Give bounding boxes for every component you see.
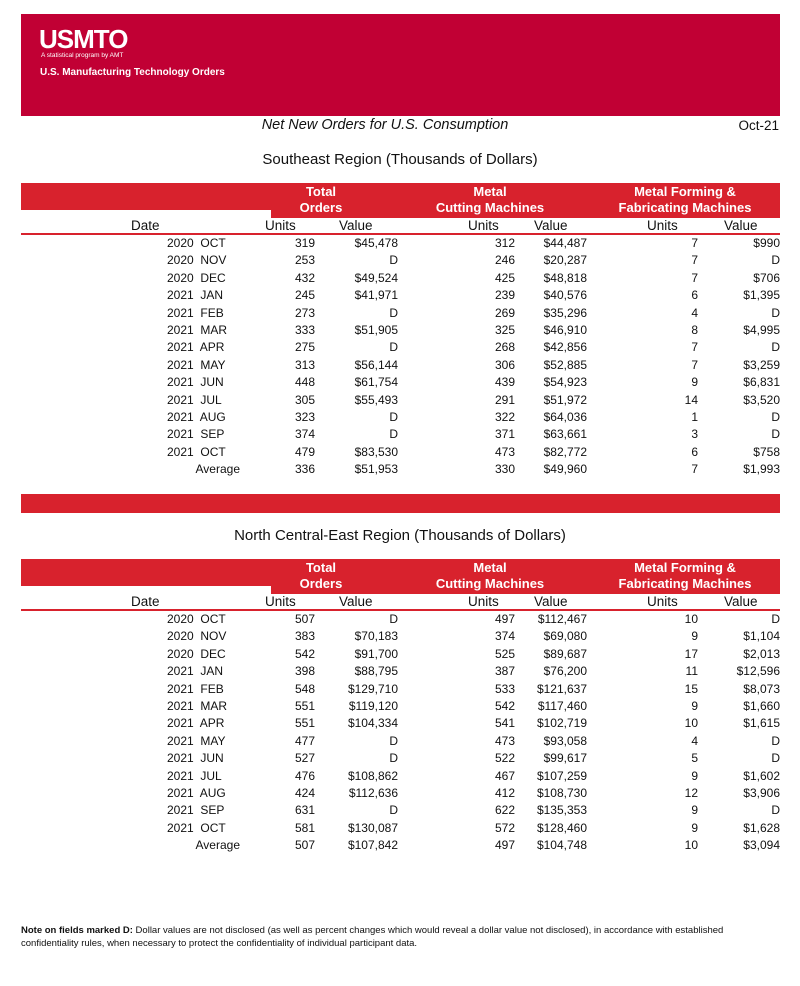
cutting-value-cell: $52,885 <box>543 357 587 372</box>
total-value-cell: $108,862 <box>347 768 398 783</box>
date-cell: 2021 SEP <box>167 427 225 442</box>
col-forming-units: Units <box>647 218 678 233</box>
cutting-value-cell: $46,910 <box>543 322 587 337</box>
logo-tagline: A statistical program by AMT <box>41 52 124 59</box>
total-units-cell: 383 <box>294 629 315 644</box>
forming-units-cell: 17 <box>684 646 698 661</box>
cutting-units-cell: 467 <box>494 768 515 783</box>
date-cell: 2021 OCT <box>167 444 226 459</box>
table-row <box>0 662 800 679</box>
group-header-band <box>21 183 780 218</box>
forming-units-cell: 9 <box>691 820 698 835</box>
date-cell: 2021 FEB <box>167 305 224 320</box>
forming-value-cell: D <box>771 427 780 442</box>
cutting-value-cell: $117,460 <box>537 698 587 713</box>
forming-value-cell: $12,596 <box>736 664 780 679</box>
cutting-units-cell: 325 <box>494 322 515 337</box>
forming-value-cell: $6,831 <box>743 375 780 390</box>
total-value-cell: $130,087 <box>347 820 398 835</box>
col-total-units: Units <box>265 218 296 233</box>
cutting-value-cell: $99,617 <box>543 751 587 766</box>
cutting-value-cell: $44,487 <box>543 236 587 250</box>
total-units-cell: 551 <box>294 716 315 731</box>
table-row <box>0 819 800 836</box>
total-units-cell: 333 <box>294 322 315 337</box>
total-value-cell: $112,636 <box>348 785 398 800</box>
header-cutout <box>21 586 271 594</box>
table-row <box>0 767 800 784</box>
group-header-cutting <box>431 184 549 215</box>
cutting-units-cell: 572 <box>494 820 515 835</box>
cutting-value-cell: $51,972 <box>543 392 587 407</box>
total-value-cell: $70,183 <box>354 629 398 644</box>
cutting-units-cell: 246 <box>494 253 515 268</box>
date-cell: 2020 OCT <box>167 236 226 250</box>
date-cell: 2021 OCT <box>167 820 226 835</box>
table-body <box>0 610 800 853</box>
col-total-value: Value <box>339 594 373 609</box>
total-value-cell: $119,120 <box>348 698 398 713</box>
total-units-cell: 245 <box>294 288 315 303</box>
table-row <box>0 749 800 766</box>
forming-value-cell: $1,660 <box>743 698 780 713</box>
date-cell: 2021 MAR <box>167 322 228 337</box>
table-row <box>0 356 800 373</box>
group-header-line: Fabricating Machines <box>618 575 752 591</box>
date-cell: 2020 NOV <box>167 629 227 644</box>
forming-value-cell: $4,995 <box>743 322 780 337</box>
forming-units-cell: 7 <box>691 270 698 285</box>
average-row <box>0 836 800 853</box>
total-units-cell: 477 <box>294 733 315 748</box>
forming-units-cell: 3 <box>691 427 698 442</box>
cutting-value-cell: $69,080 <box>543 629 587 644</box>
total-value-cell: $91,700 <box>354 646 398 661</box>
cutting-units-cell: 525 <box>494 646 515 661</box>
group-header-line: Fabricating Machines <box>618 199 752 215</box>
usmto-logo: USMTO <box>39 24 128 54</box>
forming-value-cell: $1,104 <box>743 629 780 644</box>
total-units-cell: 581 <box>294 820 315 835</box>
forming-units-cell: 10 <box>684 716 698 731</box>
footnote-label: Note on fields marked D: <box>21 925 133 936</box>
cutting-units-cell: 497 <box>494 612 515 626</box>
table-row <box>0 425 800 442</box>
forming-units-cell: 10 <box>684 838 698 853</box>
report-title <box>0 117 800 133</box>
forming-units-cell: 7 <box>691 253 698 268</box>
cutting-units-cell: 412 <box>494 785 515 800</box>
total-units-cell: 479 <box>294 444 315 459</box>
forming-value-cell: $758 <box>753 444 780 459</box>
total-value-cell: $55,493 <box>354 392 398 407</box>
table-row <box>0 801 800 818</box>
total-units-cell: 476 <box>294 768 315 783</box>
cutting-units-cell: 239 <box>494 288 515 303</box>
col-forming-value: Value <box>724 594 758 609</box>
cutting-units-cell: 268 <box>494 340 515 355</box>
forming-units-cell: 9 <box>691 629 698 644</box>
date-cell: 2021 JUL <box>167 392 222 407</box>
total-value-cell: $61,754 <box>354 375 398 390</box>
forming-units-cell: 14 <box>684 392 698 407</box>
date-cell: 2021 AUG <box>167 409 226 424</box>
forming-units-cell: 10 <box>684 612 698 626</box>
col-total-value: Value <box>339 218 373 233</box>
total-value-cell: $104,334 <box>347 716 398 731</box>
forming-value-cell: D <box>771 612 780 626</box>
date-cell: 2021 APR <box>167 716 225 731</box>
footnote-text: Dollar values are not disclosed (as well as percent changes which would reveal a dollar value not disclosed), in accordance with established confidentiality rules, when necessary to protect the confidentiality of individual participant data. <box>21 925 724 949</box>
total-units-cell: 507 <box>294 838 315 853</box>
cutting-value-cell: $49,960 <box>543 462 587 477</box>
cutting-value-cell: $76,200 <box>543 664 587 679</box>
total-units-cell: 527 <box>294 751 315 766</box>
forming-units-cell: 9 <box>691 375 698 390</box>
forming-units-cell: 4 <box>691 305 698 320</box>
total-units-cell: 275 <box>294 340 315 355</box>
header-banner <box>21 14 780 116</box>
total-units-cell: 313 <box>294 357 315 372</box>
group-header-forming <box>611 560 759 591</box>
forming-value-cell: $3,906 <box>743 785 780 800</box>
forming-units-cell: 15 <box>684 681 698 696</box>
forming-units-cell: 9 <box>691 768 698 783</box>
total-value-cell: $45,478 <box>354 236 398 250</box>
total-units-cell: 323 <box>294 409 315 424</box>
table-row <box>0 234 800 251</box>
cutting-units-cell: 522 <box>494 751 515 766</box>
total-value-cell: D <box>389 409 398 424</box>
total-value-cell: $107,842 <box>347 838 398 853</box>
cutting-units-cell: 312 <box>494 236 515 250</box>
cutting-value-cell: $64,036 <box>543 409 587 424</box>
cutting-units-cell: 306 <box>494 357 515 372</box>
cutting-value-cell: $128,460 <box>536 820 587 835</box>
col-date: Date <box>131 218 160 233</box>
table-body <box>0 234 800 477</box>
total-units-cell: 253 <box>294 253 315 268</box>
col-cutting-value: Value <box>534 594 568 609</box>
cutting-value-cell: $135,353 <box>536 803 587 818</box>
date-cell: 2020 DEC <box>167 270 226 285</box>
date-cell: 2021 JUL <box>167 768 222 783</box>
date-cell: 2021 MAR <box>167 698 228 713</box>
date-cell: 2021 JAN <box>167 664 224 679</box>
forming-value-cell: D <box>771 803 780 818</box>
group-header-line: Metal <box>473 560 507 575</box>
cutting-units-cell: 387 <box>494 664 515 679</box>
cutting-value-cell: $35,296 <box>543 305 587 320</box>
forming-value-cell: $1,628 <box>743 820 780 835</box>
total-units-cell: 336 <box>294 462 315 477</box>
cutting-value-cell: $93,058 <box>543 733 587 748</box>
date-cell: 2021 JAN <box>167 288 224 303</box>
table-row <box>0 304 800 321</box>
total-units-cell: 551 <box>294 698 315 713</box>
total-units-cell: 548 <box>294 681 315 696</box>
forming-units-cell: 6 <box>691 444 698 459</box>
table-row <box>0 251 800 268</box>
total-value-cell: D <box>389 340 398 355</box>
forming-value-cell: D <box>771 751 780 766</box>
date-cell: 2021 JUN <box>167 751 224 766</box>
date-cell: 2021 MAY <box>167 733 226 748</box>
forming-value-cell: $1,993 <box>743 462 780 477</box>
table-row <box>0 610 800 627</box>
table-row <box>0 645 800 662</box>
cutting-value-cell: $48,818 <box>543 270 587 285</box>
total-value-cell: $83,530 <box>354 444 398 459</box>
date-cell: 2020 OCT <box>167 612 226 626</box>
cutting-units-cell: 425 <box>494 270 515 285</box>
cutting-units-cell: 371 <box>494 427 515 442</box>
forming-units-cell: 1 <box>691 409 698 424</box>
total-units-cell: 448 <box>294 375 315 390</box>
col-cutting-units: Units <box>468 594 499 609</box>
total-units-cell: 424 <box>294 785 315 800</box>
table-row <box>0 269 800 286</box>
cutting-units-cell: 291 <box>494 392 515 407</box>
report-date: Oct-21 <box>738 118 779 133</box>
cutting-units-cell: 473 <box>494 444 515 459</box>
header-cutout <box>21 210 271 218</box>
table-title: North Central-East Region (Thousands of Dollars) <box>234 527 566 544</box>
group-header-forming <box>611 184 759 215</box>
cutting-value-cell: $104,748 <box>536 838 587 853</box>
table-row <box>0 408 800 425</box>
total-units-cell: 319 <box>294 236 315 250</box>
group-header-line: Orders <box>299 199 343 215</box>
total-value-cell: D <box>389 733 398 748</box>
table-row <box>0 338 800 355</box>
table-row <box>0 443 800 460</box>
cutting-value-cell: $20,287 <box>543 253 587 268</box>
table-row <box>0 732 800 749</box>
forming-units-cell: 9 <box>691 698 698 713</box>
cutting-units-cell: 439 <box>494 375 515 390</box>
forming-value-cell: $1,602 <box>743 768 780 783</box>
table-row <box>0 697 800 714</box>
program-title: U.S. Manufacturing Technology Orders <box>40 67 225 78</box>
total-units-cell: 273 <box>294 305 315 320</box>
date-cell: 2021 APR <box>167 340 225 355</box>
group-header-line: Total <box>305 560 337 575</box>
footnote <box>21 924 761 950</box>
group-header-line: Metal Forming & <box>634 184 736 199</box>
total-units-cell: 305 <box>294 392 315 407</box>
cutting-value-cell: $107,259 <box>536 768 587 783</box>
table-row <box>0 714 800 731</box>
group-header-cutting <box>431 560 549 591</box>
date-cell: 2021 AUG <box>167 785 226 800</box>
total-value-cell: $51,953 <box>354 462 398 477</box>
forming-units-cell: 5 <box>691 751 698 766</box>
cutting-units-cell: 622 <box>494 803 515 818</box>
cutting-value-cell: $112,467 <box>537 612 587 626</box>
cutting-value-cell: $63,661 <box>543 427 587 442</box>
forming-value-cell: $1,395 <box>743 288 780 303</box>
forming-units-cell: 7 <box>691 236 698 250</box>
cutting-units-cell: 542 <box>494 698 515 713</box>
cutting-units-cell: 497 <box>494 838 515 853</box>
cutting-units-cell: 473 <box>494 733 515 748</box>
col-cutting-value: Value <box>534 218 568 233</box>
cutting-units-cell: 533 <box>494 681 515 696</box>
date-cell: 2021 JUN <box>167 375 224 390</box>
group-header-line: Total <box>305 184 337 199</box>
total-value-cell: $88,795 <box>354 664 398 679</box>
section-separator <box>21 494 780 513</box>
table-title: Southeast Region (Thousands of Dollars) <box>262 151 538 168</box>
total-value-cell: $129,710 <box>347 681 398 696</box>
forming-value-cell: D <box>771 733 780 748</box>
forming-units-cell: 7 <box>691 340 698 355</box>
total-value-cell: D <box>389 612 398 626</box>
forming-value-cell: $706 <box>753 270 780 285</box>
cutting-value-cell: $82,772 <box>543 444 587 459</box>
total-value-cell: $41,971 <box>354 288 398 303</box>
report-title-text: Net New Orders for U.S. Consumption <box>261 117 509 133</box>
date-cell: 2020 DEC <box>167 646 226 661</box>
average-label: Average <box>195 838 240 853</box>
total-value-cell: D <box>389 751 398 766</box>
col-total-units: Units <box>265 594 296 609</box>
forming-value-cell: $3,259 <box>743 357 780 372</box>
average-row <box>0 460 800 477</box>
total-units-cell: 631 <box>294 803 315 818</box>
cutting-units-cell: 330 <box>494 462 515 477</box>
forming-units-cell: 7 <box>691 462 698 477</box>
forming-value-cell: $990 <box>753 236 780 250</box>
forming-units-cell: 11 <box>685 664 698 679</box>
average-label: Average <box>195 462 240 477</box>
table-row <box>0 784 800 801</box>
cutting-units-cell: 374 <box>494 629 515 644</box>
forming-value-cell: $8,073 <box>743 681 780 696</box>
table-row <box>0 373 800 390</box>
col-forming-units: Units <box>647 594 678 609</box>
cutting-value-cell: $42,856 <box>543 340 587 355</box>
group-header-line: Metal Forming & <box>634 560 736 575</box>
col-forming-value: Value <box>724 218 758 233</box>
forming-value-cell: $3,520 <box>743 392 780 407</box>
total-value-cell: D <box>389 427 398 442</box>
date-cell: 2021 MAY <box>167 357 226 372</box>
group-header-line: Cutting Machines <box>435 199 545 215</box>
cutting-value-cell: $54,923 <box>543 375 587 390</box>
forming-value-cell: D <box>771 253 780 268</box>
total-units-cell: 432 <box>294 270 315 285</box>
cutting-value-cell: $89,687 <box>543 646 587 661</box>
cutting-units-cell: 322 <box>494 409 515 424</box>
cutting-units-cell: 541 <box>494 716 515 731</box>
total-units-cell: 398 <box>294 664 315 679</box>
forming-units-cell: 7 <box>691 357 698 372</box>
col-date: Date <box>131 594 160 609</box>
table-row <box>0 391 800 408</box>
total-value-cell: D <box>389 803 398 818</box>
group-header-total <box>279 560 363 591</box>
forming-value-cell: $3,094 <box>743 838 780 853</box>
cutting-value-cell: $108,730 <box>536 785 587 800</box>
forming-value-cell: D <box>771 409 780 424</box>
total-units-cell: 374 <box>294 427 315 442</box>
forming-value-cell: $2,013 <box>743 646 780 661</box>
group-header-line: Metal <box>473 184 507 199</box>
col-cutting-units: Units <box>468 218 499 233</box>
group-header-line: Orders <box>299 575 343 591</box>
table-row <box>0 321 800 338</box>
forming-units-cell: 9 <box>691 803 698 818</box>
total-value-cell: $56,144 <box>354 357 398 372</box>
forming-units-cell: 12 <box>684 785 698 800</box>
forming-value-cell: D <box>771 340 780 355</box>
group-header-band <box>21 559 780 594</box>
group-header-line: Cutting Machines <box>435 575 545 591</box>
forming-units-cell: 4 <box>691 733 698 748</box>
table-row <box>0 680 800 697</box>
forming-value-cell: $1,615 <box>743 716 780 731</box>
total-value-cell: D <box>389 305 398 320</box>
group-header-total <box>279 184 363 215</box>
total-units-cell: 507 <box>294 612 315 626</box>
total-value-cell: D <box>389 253 398 268</box>
date-cell: 2021 FEB <box>167 681 224 696</box>
cutting-value-cell: $121,637 <box>536 681 587 696</box>
total-value-cell: $51,905 <box>354 322 398 337</box>
forming-value-cell: D <box>771 305 780 320</box>
cutting-value-cell: $102,719 <box>536 716 587 731</box>
forming-units-cell: 8 <box>691 322 698 337</box>
table-row <box>0 286 800 303</box>
date-cell: 2021 SEP <box>167 803 225 818</box>
date-cell: 2020 NOV <box>167 253 227 268</box>
total-units-cell: 542 <box>294 646 315 661</box>
total-value-cell: $49,524 <box>354 270 398 285</box>
cutting-units-cell: 269 <box>494 305 515 320</box>
table-row <box>0 627 800 644</box>
forming-units-cell: 6 <box>691 288 698 303</box>
cutting-value-cell: $40,576 <box>543 288 587 303</box>
